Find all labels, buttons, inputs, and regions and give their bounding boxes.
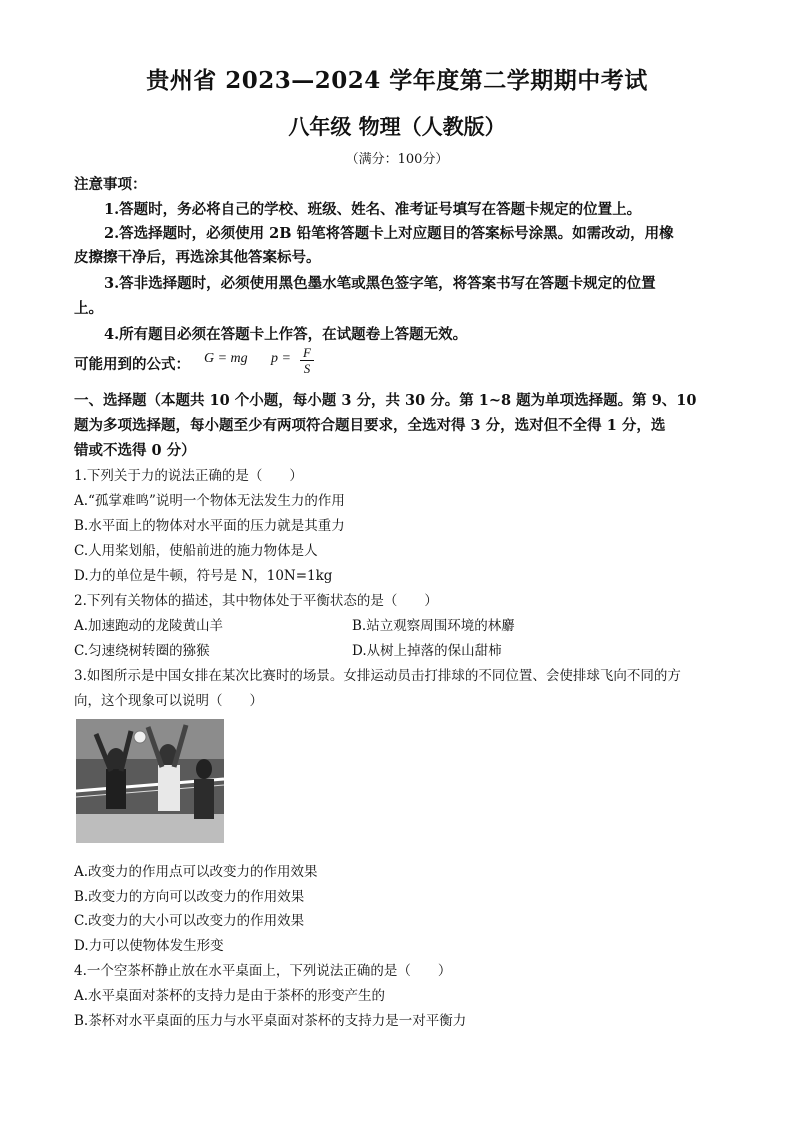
pressure-numerator: F	[303, 345, 311, 360]
notice-heading: 注意事项：	[74, 176, 147, 193]
exam-title: 贵州省 2023—2024 学年度第二学期期中考试	[146, 67, 648, 94]
notice-item-1: 1.答题时，务必将自己的学校、班级、姓名、准考证号填写在答题卡规定的位置上。	[104, 201, 642, 218]
pressure-formula-lhs: p =	[271, 351, 291, 366]
notice-item-3-line-2: 上。	[74, 300, 103, 317]
volleyball-photo	[76, 719, 224, 843]
q4-option-a: A.水平桌面对茶杯的支持力是由于茶杯的形变产生的	[74, 988, 386, 1004]
q3-option-c: C.改变力的大小可以改变力的作用效果	[74, 913, 305, 929]
notice-item-2-line-2: 皮擦擦干净后，再选涂其他答案标号。	[74, 249, 321, 266]
q4-stem: 4.一个空茶杯静止放在水平桌面上，下列说法正确的是（ ）	[74, 963, 452, 979]
section-1-heading-line-3: 错或不选得 0 分）	[74, 442, 196, 459]
section-1-heading-line-1: 一、选择题（本题共 10 个小题，每小题 3 分，共 30 分。第 1~8 题为单项选择题。第 9、10	[74, 392, 697, 409]
notice-item-2-line-1: 2.答选择题时，必须使用 2B 铅笔将答题卡上对应题目的答案标号涂黑。如需改动，用橡	[104, 225, 674, 242]
notice-item-4: 4.所有题目必须在答题卡上作答，在试题卷上答题无效。	[104, 326, 468, 343]
gravity-formula: G = mg	[204, 351, 248, 366]
formula-label: 可能用到的公式：	[74, 356, 190, 373]
q3-option-d: D.力可以使物体发生形变	[74, 938, 224, 954]
section-1-heading-line-2: 题为多项选择题，每小题至少有两项符合题目要求，全选对得 3 分，选对但不全得 1 分，选	[74, 417, 666, 434]
q2-option-d: D.从树上掉落的保山甜柿	[352, 643, 502, 659]
q3-stem-line-2: 向，这个现象可以说明（ ）	[74, 693, 263, 709]
q2-option-c: C.匀速绕树转圈的猕猴	[74, 643, 210, 659]
full-score: （满分：100分）	[345, 152, 449, 167]
q3-stem-line-1: 3.如图所示是中国女排在某次比赛时的场景。女排运动员击打排球的不同位置、会使排球飞向不同的方	[74, 668, 681, 684]
q1-option-c: C.人用桨划船，使船前进的施力物体是人	[74, 543, 318, 559]
pressure-denominator: S	[303, 361, 311, 376]
pressure-fraction	[300, 346, 314, 375]
q1-stem: 1.下列关于力的说法正确的是（ ）	[74, 468, 303, 484]
q3-option-a: A.改变力的作用点可以改变力的作用效果	[74, 864, 318, 880]
q1-option-b: B.水平面上的物体对水平面的压力就是其重力	[74, 518, 345, 534]
q1-option-a: A.“孤掌难鸣”说明一个物体无法发生力的作用	[74, 493, 345, 509]
volleyball-scene-illustration	[76, 719, 224, 843]
q4-option-b: B.茶杯对水平桌面的压力与水平桌面对茶杯的支持力是一对平衡力	[74, 1013, 467, 1029]
q2-option-a: A.加速跑动的龙陵黄山羊	[74, 618, 224, 634]
q3-option-b: B.改变力的方向可以改变力的作用效果	[74, 889, 305, 905]
notice-item-3-line-1: 3.答非选择题时，必须使用黑色墨水笔或黑色签字笔，将答案书写在答题卡规定的位置	[104, 275, 656, 292]
exam-subtitle: 八年级 物理（人教版）	[288, 114, 506, 139]
q1-option-d: D.力的单位是牛顿，符号是 N，10N=1kg	[74, 568, 333, 584]
q2-option-b: B.站立观察周围环境的林麝	[352, 618, 515, 634]
q2-stem: 2.下列有关物体的描述，其中物体处于平衡状态的是（ ）	[74, 593, 438, 609]
